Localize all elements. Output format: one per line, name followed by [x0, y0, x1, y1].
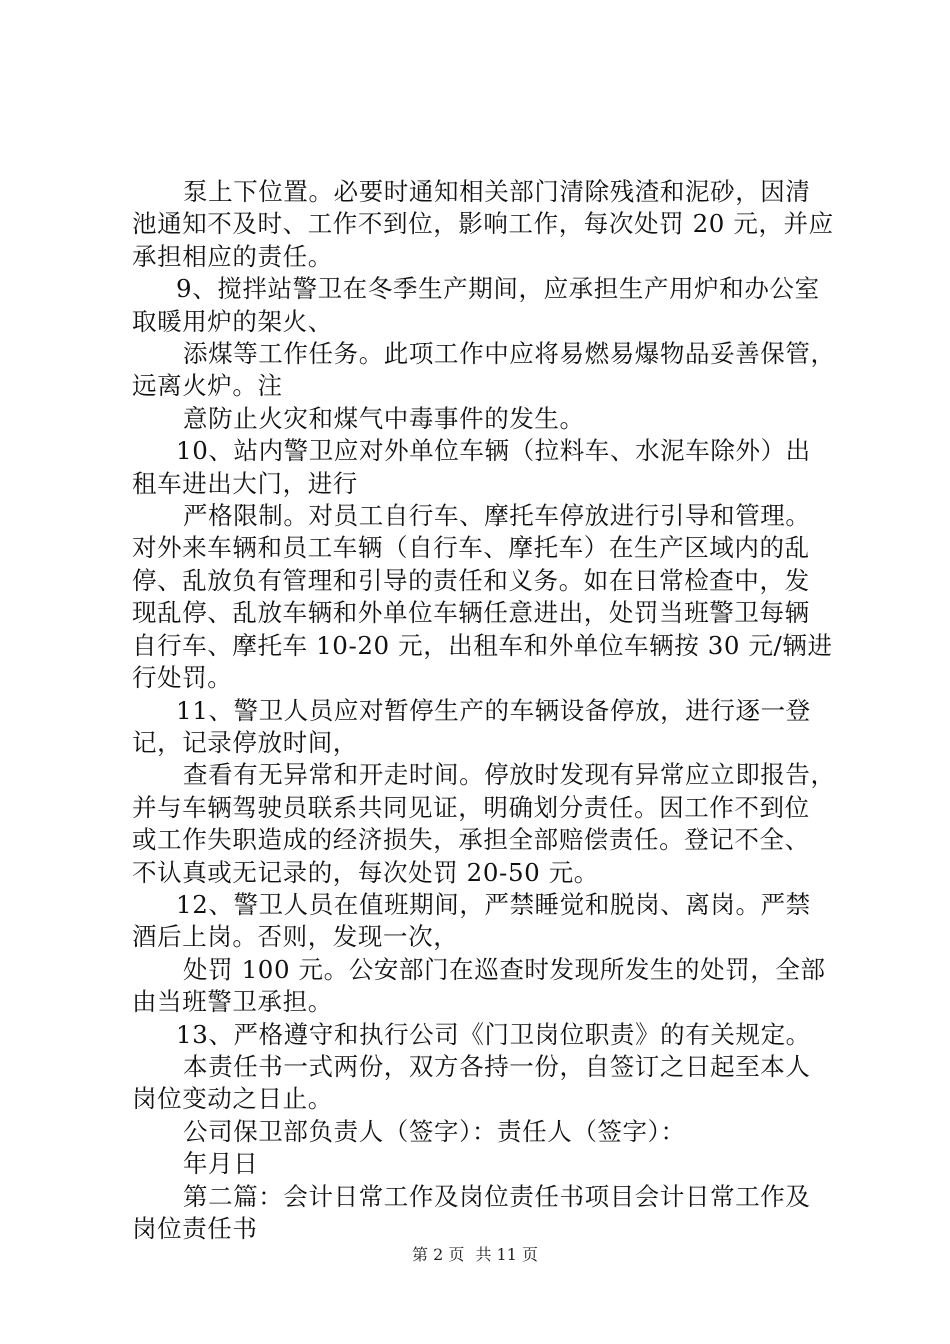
text-line: 记，记录停放时间， [132, 727, 358, 757]
page-total: 共 11 页 [475, 1245, 538, 1264]
page-footer [0, 1245, 950, 1265]
text-line: 取暖用炉的架火、 [132, 306, 333, 336]
text-line: 12、警卫人员在值班期间，严禁睡觉和脱岗、离岗。严禁 [176, 889, 811, 919]
text-line: 并与车辆驾驶员联系共同见证，明确划分责任。因工作不到位 [132, 792, 810, 822]
text-line: 对外来车辆和员工车辆（自行车、摩托车）在生产区域内的乱 [132, 533, 810, 563]
text-line: 添煤等工作任务。此项工作中应将易燃易爆物品妥善保管， [183, 339, 836, 369]
text-line: 岗位变动之日止。 [132, 1084, 333, 1114]
text-line: 公司保卫部负责人（签字）：责任人（签字）： [183, 1116, 686, 1146]
text-line: 池通知不及时、工作不到位，影响工作，每次处罚 20 元，并应 [132, 209, 834, 239]
text-line: 行处罚。 [132, 663, 233, 693]
text-line: 处罚 100 元。公安部门在巡查时发现所发生的处罚，全部 [183, 954, 826, 984]
text-line: 由当班警卫承担。 [132, 987, 333, 1017]
document-body [132, 176, 836, 1245]
text-line: 意防止火灾和煤气中毒事件的发生。 [183, 403, 585, 433]
text-line: 停、乱放负有管理和引导的责任和义务。如在日常检查中，发 [132, 565, 810, 595]
text-line: 岗位责任书 [132, 1214, 258, 1243]
text-line: 第二篇：会计日常工作及岗位责任书项目会计日常工作及 [183, 1181, 811, 1211]
text-line: 或工作失职造成的经济损失，承担全部赔偿责任。登记不全、 [132, 825, 810, 855]
text-line: 不认真或无记录的，每次处罚 20-50 元。 [132, 857, 599, 887]
text-line: 13、严格遵守和执行公司《门卫岗位职责》的有关规定。 [176, 1019, 811, 1049]
text-line: 本责任书一式两份，双方各持一份，自签订之日起至本人 [183, 1051, 811, 1081]
text-line: 9、搅拌站警卫在冬季生产期间，应承担生产用炉和办公室 [176, 274, 820, 304]
text-line: 严格限制。对员工自行车、摩托车停放进行引导和管理。 [183, 501, 811, 531]
text-line: 10、站内警卫应对外单位车辆（拉料车、水泥车除外）出 [176, 436, 811, 466]
text-line: 11、警卫人员应对暂停生产的车辆设备停放，进行逐一登 [176, 695, 811, 725]
text-line: 年月日 [183, 1149, 259, 1179]
text-line: 现乱停、乱放车辆和外单位车辆任意进出，处罚当班警卫每辆 [132, 598, 810, 628]
text-line: 承担相应的责任。 [132, 241, 333, 271]
text-line: 酒后上岗。否则，发现一次， [132, 922, 459, 952]
page-number: 第 2 页 [412, 1245, 465, 1264]
text-line: 远离火炉。注 [132, 371, 283, 401]
text-line: 租车进出大门，进行 [132, 468, 358, 498]
text-line: 自行车、摩托车 10-20 元，出租车和外单位车辆按 30 元/辆进 [132, 630, 833, 660]
text-line: 泵上下位置。必要时通知相关部门清除残渣和泥砂，因清 [183, 177, 811, 206]
text-line: 查看有无异常和开走时间。停放时发现有异常应立即报告， [183, 760, 836, 790]
